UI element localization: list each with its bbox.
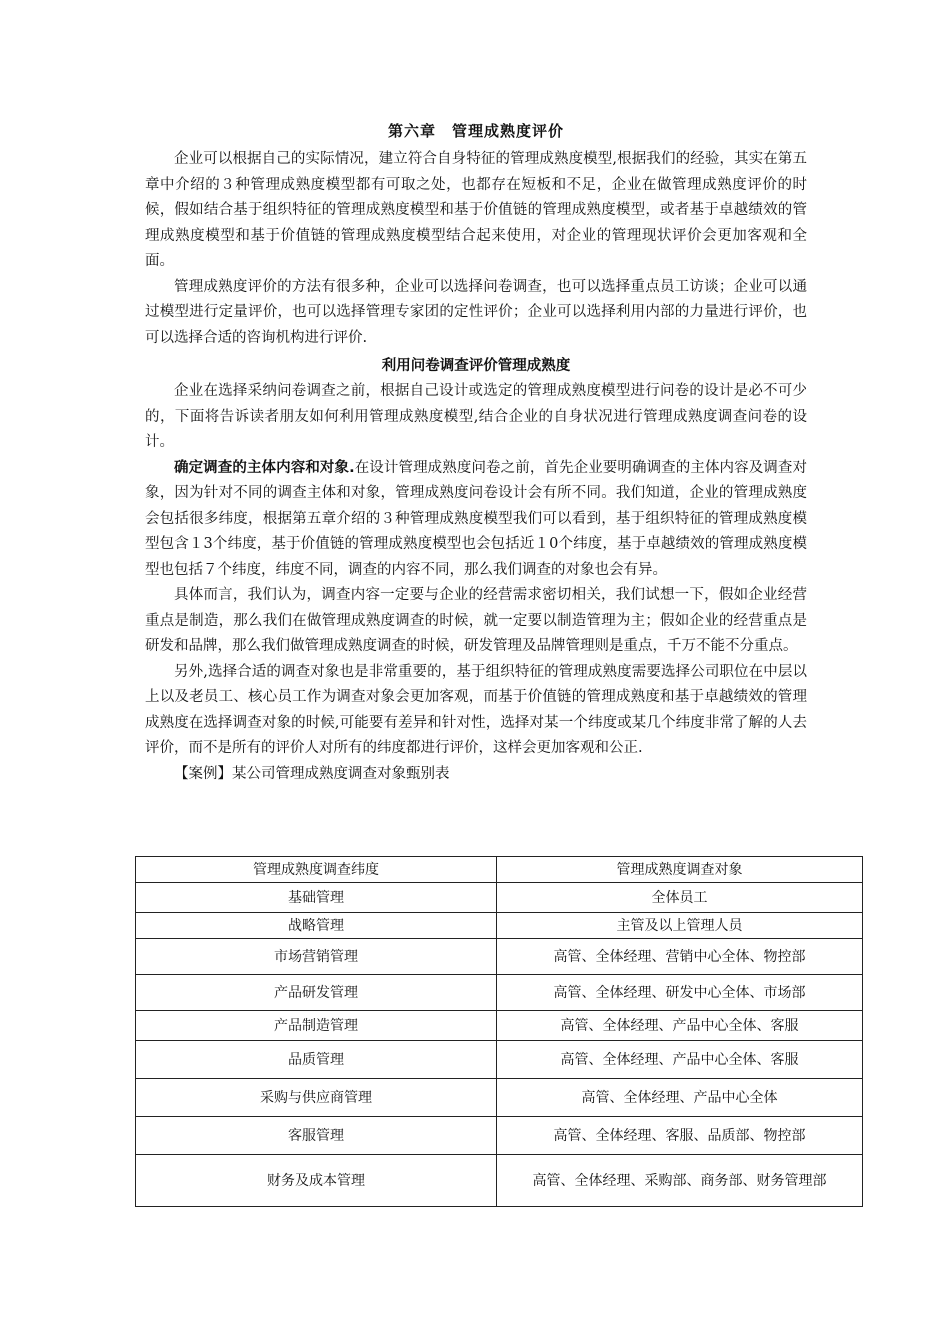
- table-cell-dimension: 财务及成本管理: [136, 1155, 497, 1207]
- table-row: [136, 1079, 863, 1117]
- table-cell-target: 高管、全体经理、采购部、商务部、财务管理部: [497, 1155, 863, 1207]
- table-cell-target: 主管及以上管理人员: [497, 913, 863, 939]
- table-cell-dimension: 产品制造管理: [136, 1011, 497, 1041]
- table-cell-dimension: 基础管理: [136, 883, 497, 913]
- paragraph-methods: 管理成熟度评价的方法有很多种，企业可以选择问卷调查，也可以选择重点员工访谈；企业可以通过模型进行定量评价，也可以选择管理专家团的定性评价；企业可以选择利用内部的力量进行评价，也可以选择合适的咨询机构进行评价.: [145, 278, 807, 346]
- table-row: [136, 975, 863, 1011]
- table-caption: 【案例】某公司管理成熟度调查对象甄别表: [174, 765, 450, 782]
- table-row: [136, 1117, 863, 1155]
- table-row: [136, 1041, 863, 1079]
- table-cell-dimension: 产品研发管理: [136, 975, 497, 1011]
- table-cell-target: 高管、全体经理、产品中心全体、客服: [497, 1011, 863, 1041]
- table-row: [136, 1155, 863, 1207]
- paragraph-questionnaire: 企业在选择采纳问卷调查之前，根据自己设计或选定的管理成熟度模型进行问卷的设计是必不可少的，下面将告诉读者朋友如何利用管理成熟度模型,结合企业的自身状况进行管理成熟度调查问卷的设计。: [145, 383, 807, 450]
- paragraph-intro: 企业可以根据自己的实际情况，建立符合自身特征的管理成熟度模型,根据我们的经验，其实在第五章中介绍的３种管理成熟度模型都有可取之处，也都存在短板和不足，企业在做管理成熟度评价的时候，假如结合基于组织特征的管理成熟度模型和基于价值链的管理成熟度模型，或者基于卓越绩效的管理成熟度模型和基于价值链的管理成熟度模型结合起来使用，对企业的管理现状评价会更加客观和全面。: [145, 151, 807, 269]
- table-header-row: [136, 857, 863, 883]
- paragraph-lead: 确定调查的主体内容和对象.: [174, 459, 355, 476]
- table-cell-target: 高管、全体经理、客服、品质部、物控部: [497, 1117, 863, 1155]
- table-row: [136, 883, 863, 913]
- table-cell-target: 高管、全体经理、产品中心全体: [497, 1079, 863, 1117]
- table-cell-target: 高管、全体经理、产品中心全体、客服: [497, 1041, 863, 1079]
- table-cell-dimension: 品质管理: [136, 1041, 497, 1079]
- table-cell-dimension: 战略管理: [136, 913, 497, 939]
- table-cell-dimension: 市场营销管理: [136, 939, 497, 975]
- table-row: [136, 1011, 863, 1041]
- table-cell-target: 全体员工: [497, 883, 863, 913]
- chapter-title: 第六章 管理成熟度评价: [387, 122, 564, 140]
- table-cell-target: 高管、全体经理、营销中心全体、物控部: [497, 939, 863, 975]
- paragraph-content-and-target: [145, 456, 807, 584]
- paragraph-target-selection: 另外,选择合适的调查对象也是非常重要的，基于组织特征的管理成熟度需要选择公司职位在中层以上以及老员工、核心员工作为调查对象会更加客观，而基于价值链的管理成熟度和基于卓越绩效的管理成熟度在选择调查对象的时候,可能要有差异和针对性，选择对某一个纬度或某几个纬度非常了解的人去评价，而不是所有的评价人对所有的纬度都进行评价，这样会更加客观和公正.: [145, 663, 807, 756]
- table-header-cell: 管理成熟度调查对象: [497, 857, 863, 883]
- document-page: [145, 120, 807, 784]
- paragraph-specifics: 具体而言，我们认为，调查内容一定要与企业的经营需求密切相关，我们试想一下，假如企业经营重点是制造，那么我们在做管理成熟度调查的时候，就一定要以制造管理为主；假如企业的经营重点是研发和品牌，那么我们做管理成熟度调查的时候，研发管理及品牌管理则是重点，千万不能不分重点。: [145, 587, 807, 654]
- paragraph-body: 在设计管理成熟度问卷之前，首先企业要明确调查的主体内容及调查对象，因为针对不同的调查主体和对象，管理成熟度问卷设计会有所不同。我们知道，企业的管理成熟度会包括很多纬度，根据第五章介绍的３种管理成熟度模型我们可以看到，基于组织特征的管理成熟度模型包含１3个纬度，基于价值链的管理成熟度模型也会包括近１0个纬度，基于卓越绩效的管理成熟度模型也包括７个纬度，纬度不同，调查的内容不同，那么我们调查的对象也会有异。: [145, 459, 807, 578]
- table-row: [136, 913, 863, 939]
- table-cell-dimension: 客服管理: [136, 1117, 497, 1155]
- case-table: [135, 856, 863, 1207]
- table-row: [136, 939, 863, 975]
- table-cell-dimension: 采购与供应商管理: [136, 1079, 497, 1117]
- table-header-cell: 管理成熟度调查纬度: [136, 857, 497, 883]
- table-cell-target: 高管、全体经理、研发中心全体、市场部: [497, 975, 863, 1011]
- section-heading: 利用问卷调查评价管理成熟度: [381, 358, 571, 374]
